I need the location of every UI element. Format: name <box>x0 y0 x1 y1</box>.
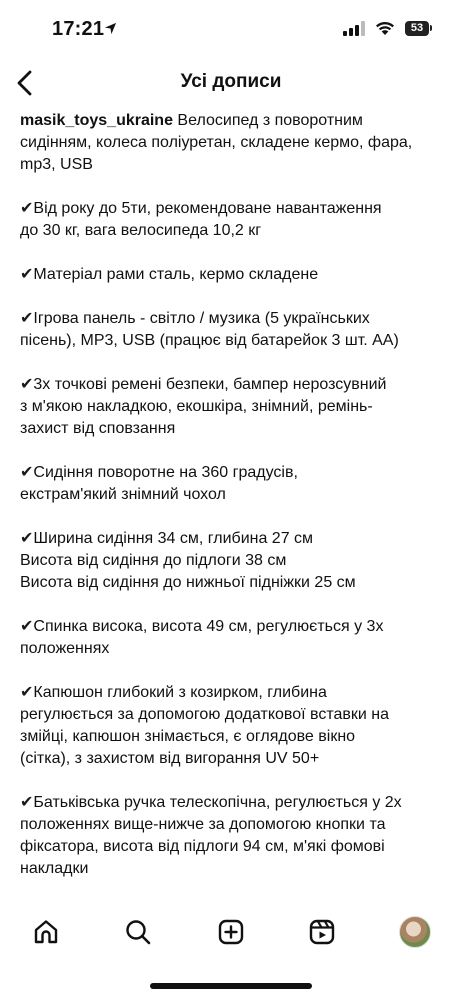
caption-line <box>20 330 448 352</box>
caption-text: екстрам'який знімний чохол <box>20 486 226 503</box>
caption-text: положеннях <box>20 640 110 657</box>
caption-line <box>20 814 448 836</box>
check-mark-icon: ✔ <box>20 200 34 217</box>
status-bar <box>0 0 462 60</box>
wifi-icon <box>375 21 395 36</box>
caption-text: змійці, капюшон знімається, є оглядове вікно <box>20 728 356 745</box>
check-mark-icon: ✔ <box>20 376 34 393</box>
caption-line <box>20 792 448 814</box>
caption-text: Ширина сидіння 34 см, глибина 27 см <box>33 530 314 547</box>
avatar <box>399 916 431 948</box>
caption-text: до 30 кг, вага велосипеда 10,2 кг <box>20 222 262 239</box>
caption-text: Матеріал рами сталь, кермо складене <box>33 266 319 283</box>
caption-line <box>20 682 448 704</box>
caption-text: Від року до 5ти, рекомендоване навантаження <box>33 200 382 217</box>
caption-paragraph <box>20 616 448 660</box>
post-caption <box>20 110 448 902</box>
caption-text: (сітка), з захистом від вигорання UV 50+ <box>20 750 320 767</box>
battery-level: 53 <box>405 21 429 36</box>
caption-line <box>20 418 448 440</box>
search-icon[interactable] <box>120 914 156 950</box>
status-icons <box>343 20 432 36</box>
caption-line <box>20 484 448 506</box>
status-time: 17:21 <box>52 18 105 40</box>
post-username[interactable]: masik_toys_ukraine <box>20 112 173 129</box>
caption-paragraph <box>20 374 448 440</box>
create-post-icon[interactable] <box>213 914 249 950</box>
location-arrow-icon <box>104 22 117 35</box>
check-mark-icon: ✔ <box>20 464 34 481</box>
caption-text: регулюється за допомогою додаткової вставки на <box>20 706 390 723</box>
page-title: Усі дописи <box>180 71 282 92</box>
caption-line <box>20 616 448 638</box>
caption-text: пісень), MP3, USB (працює від батарейок 3 шт. АА) <box>20 332 399 349</box>
caption-line <box>20 264 448 286</box>
caption-text: Ігрова панель - світло / музика (5 українських <box>33 310 370 327</box>
caption-text: положеннях вище-нижче за допомогою кнопки та <box>20 816 386 833</box>
caption-line <box>20 220 448 242</box>
caption-line <box>20 374 448 396</box>
caption-line <box>20 198 448 220</box>
caption-paragraph <box>20 792 448 880</box>
caption-paragraph <box>20 308 448 352</box>
caption-text: Капюшон глибокий з козирком, глибина <box>33 684 327 701</box>
caption-paragraph <box>20 528 448 594</box>
caption-line <box>20 572 448 594</box>
caption-line <box>20 308 448 330</box>
caption-line: mp3, USB <box>20 156 93 173</box>
home-indicator <box>150 983 312 989</box>
caption-line <box>20 858 448 880</box>
check-mark-icon: ✔ <box>20 794 34 811</box>
caption-line <box>20 528 448 550</box>
check-mark-icon: ✔ <box>20 530 34 547</box>
caption-line <box>20 638 448 660</box>
caption-paragraph <box>20 462 448 506</box>
battery-icon <box>405 21 432 36</box>
caption-text: Висота від сидіння до нижньої підніжки 25 см <box>20 574 356 591</box>
check-mark-icon: ✔ <box>20 310 34 327</box>
profile-avatar[interactable] <box>397 914 433 950</box>
cellular-signal-icon <box>343 20 365 36</box>
home-icon[interactable] <box>28 914 64 950</box>
bottom-tab-bar <box>0 902 462 966</box>
caption-line <box>20 726 448 748</box>
nav-header <box>0 60 462 106</box>
caption-text: 3х точкові ремені безпеки, бампер нерозсувний <box>33 376 387 393</box>
caption-line <box>20 704 448 726</box>
caption-line <box>20 396 448 418</box>
caption-line <box>20 836 448 858</box>
caption-paragraph <box>20 198 448 242</box>
caption-line: Велосипед з поворотним <box>172 112 363 129</box>
caption-line: сидінням, колеса поліуретан, складене кермо, фара, <box>20 134 413 151</box>
check-mark-icon: ✔ <box>20 266 34 283</box>
caption-line <box>20 748 448 770</box>
check-mark-icon: ✔ <box>20 618 34 635</box>
caption-intro <box>20 110 448 176</box>
caption-paragraph <box>20 264 448 286</box>
caption-text: Батьківська ручка телескопічна, регулюється у 2х <box>33 794 402 811</box>
caption-paragraph <box>20 682 448 770</box>
caption-text: Висота від сидіння до підлоги 38 см <box>20 552 287 569</box>
check-mark-icon: ✔ <box>20 684 34 701</box>
caption-text: фіксатора, висота від підлоги 94 см, м'які фомові <box>20 838 385 855</box>
caption-text: Сидіння поворотне на 360 градусів, <box>33 464 298 481</box>
caption-line <box>20 550 448 572</box>
caption-line <box>20 462 448 484</box>
reels-icon[interactable] <box>304 914 340 950</box>
caption-text: захист від сповзання <box>20 420 176 437</box>
caption-text: Спинка висока, висота 49 см, регулюється у 3х <box>33 618 384 635</box>
caption-text: з м'якою накладкою, екошкіра, знімний, ремінь- <box>20 398 373 415</box>
caption-text: накладки <box>20 860 89 877</box>
caption-paragraphs <box>20 198 448 968</box>
